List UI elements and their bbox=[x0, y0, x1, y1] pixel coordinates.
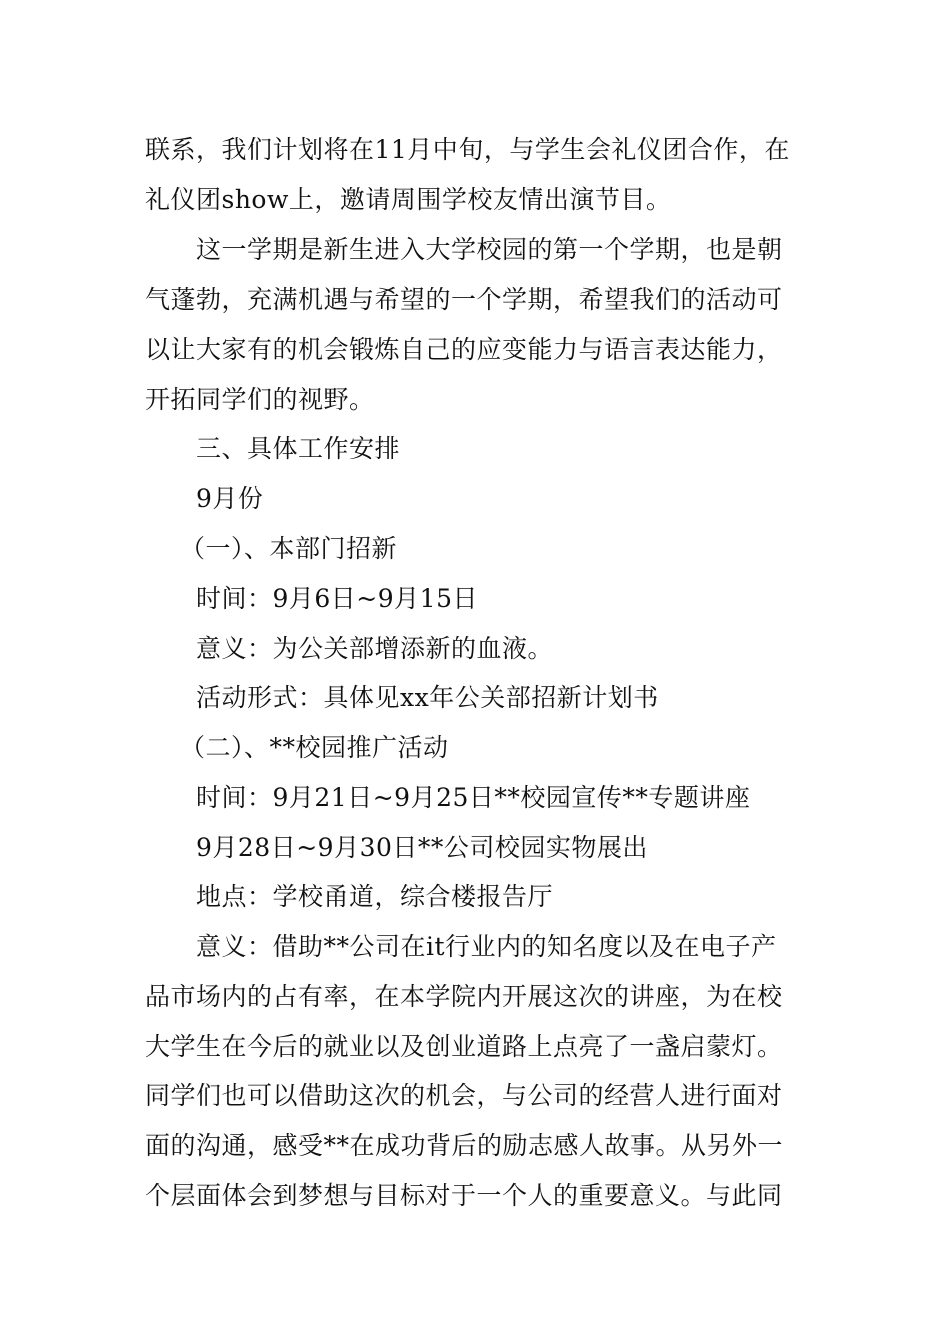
paragraph-line: 9月28日~9月30日**公司校园实物展出 bbox=[196, 833, 648, 862]
paragraph-line: 活动形式：具体见xx年公关部招新计划书 bbox=[196, 683, 659, 712]
paragraph-line: 品市场内的占有率，在本学院内开展这次的讲座，为在校 bbox=[145, 982, 783, 1011]
paragraph-line: 个层面体会到梦想与目标对于一个人的重要意义。与此同 bbox=[145, 1181, 783, 1210]
subsection-heading: （一）、本部门招新 bbox=[180, 534, 398, 563]
paragraph-line: 气蓬勃，充满机遇与希望的一个学期，希望我们的活动可 bbox=[145, 285, 783, 314]
paragraph-line: 这一学期是新生进入大学校园的第一个学期，也是朝 bbox=[196, 235, 783, 264]
subsection-heading: （二）、**校园推广活动 bbox=[180, 733, 449, 762]
paragraph-line: 意义：借助**公司在it行业内的知名度以及在电子产 bbox=[196, 932, 777, 961]
paragraph-line: 面的沟通，感受**在成功背后的励志感人故事。从另外一 bbox=[145, 1131, 784, 1160]
paragraph-line: 开拓同学们的视野。 bbox=[145, 385, 375, 414]
paragraph-line: 礼仪团show上，邀请周围学校友情出演节目。 bbox=[145, 185, 672, 214]
paragraph-line: 联系，我们计划将在11月中旬，与学生会礼仪团合作，在 bbox=[145, 135, 790, 164]
paragraph-line: 地点：学校甬道，综合楼报告厅 bbox=[196, 882, 554, 911]
month-heading: 9月份 bbox=[196, 484, 264, 513]
paragraph-line: 以让大家有的机会锻炼自己的应变能力与语言表达能力， bbox=[145, 335, 783, 364]
section-heading: 三、具体工作安排 bbox=[196, 434, 401, 463]
paragraph-line: 时间：9月21日~9月25日**校园宣传**专题讲座 bbox=[196, 783, 751, 812]
paragraph-line: 大学生在今后的就业以及创业道路上点亮了一盏启蒙灯。 bbox=[145, 1032, 783, 1061]
paragraph-line: 意义：为公关部增添新的血液。 bbox=[196, 634, 554, 663]
paragraph-line: 同学们也可以借助这次的机会，与公司的经营人进行面对 bbox=[145, 1081, 783, 1110]
paragraph-line: 时间：9月6日~9月15日 bbox=[196, 584, 478, 613]
